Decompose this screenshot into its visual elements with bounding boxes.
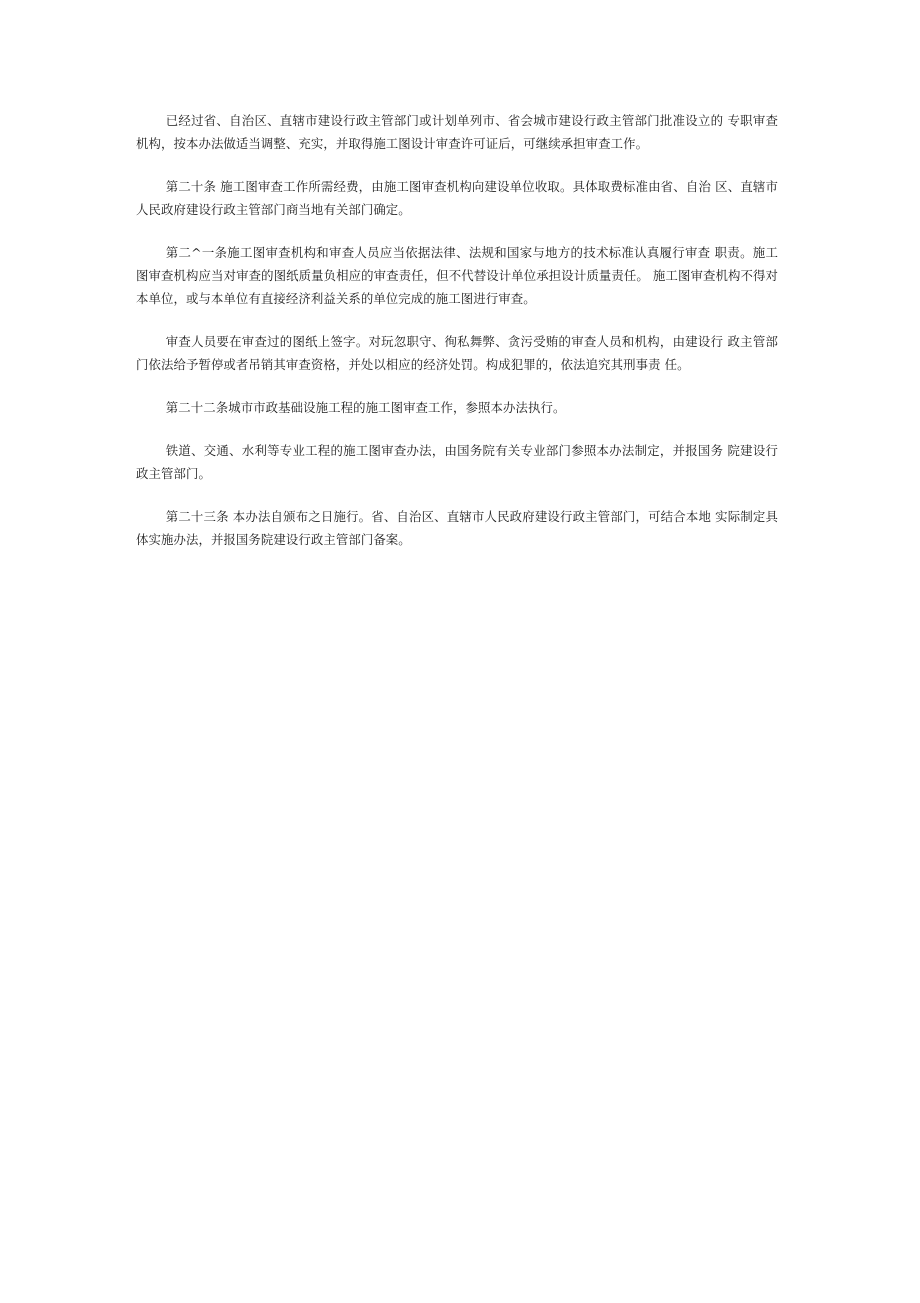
- paragraph-article-22: 第二十二条城市市政基础设施工程的施工图审查工作，参照本办法执行。: [165, 400, 566, 415]
- paragraph-special-projects: 铁道、交通、水利等专业工程的施工图审查办法，由国务院有关专业部门参照本办法制定，并报国务 院建设行政主管部门。: [136, 443, 778, 481]
- paragraph-article-20: 第二十条 施工图审查工作所需经费，由施工图审查机构向建设单位收取。具体取费标准由省、自治 区、直辖市人民政府建设行政主管部门商当地有关部门确定。: [136, 179, 778, 217]
- paragraph-article-23: 第二十三条 本办法自颁布之日施行。省、自治区、直辖市人民政府建设行政主管部门，可结合本地 实际制定具体实施办法，并报国务院建设行政主管部门备案。: [136, 509, 778, 547]
- paragraph-reviewer-signature: 审查人员要在审查过的图纸上签字。对玩忽职守、徇私舞弊、贪污受贿的审查人员和机构，由建设行 政主管部门依法给予暂停或者吊销其审查资格，并处以相应的经济处罚。构成犯罪的，依法追究其刑事责 任。: [136, 334, 778, 372]
- paragraph-qualified-institutions: 已经过省、自治区、直辖市建设行政主管部门或计划单列市、省会城市建设行政主管部门批准设立的 专职审查机构，按本办法做适当调整、充实，并取得施工图设计审查许可证后，可继续承担审查工作。: [136, 113, 778, 151]
- paragraph-article-21: 第二^一条施工图审查机构和审查人员应当依据法律、法规和国家与地方的技术标准认真履行审查 职责。施工图审查机构应当对审查的图纸质量负相应的审查责任，但不代替设计单位承担设计质量责任。 施工图审查机构不得对本单位，或与本单位有直接经济利益关系的单位完成的施工图进行审查。: [136, 245, 778, 306]
- document-body: [136, 109, 778, 571]
